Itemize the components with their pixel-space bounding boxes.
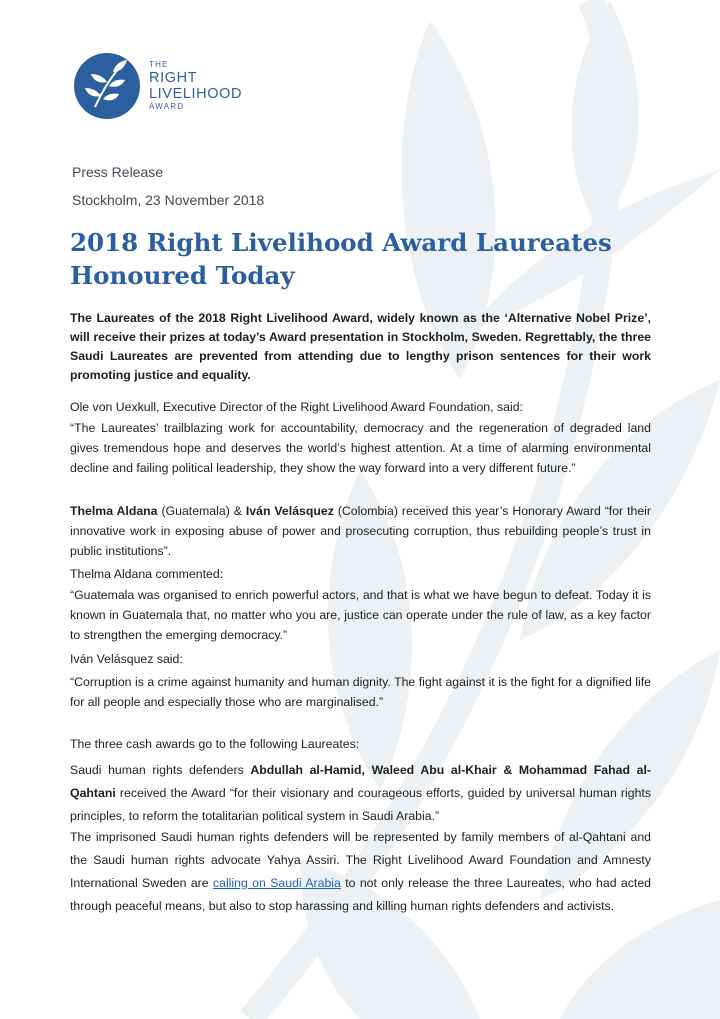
calling-on-saudi-arabia-link[interactable]: calling on Saudi Arabia bbox=[212, 876, 341, 890]
logo-line-award: AWARD bbox=[149, 102, 185, 111]
logo-wordmark bbox=[149, 60, 242, 112]
imprisoned-text-before: The imprisoned Saudi human rights defenders will be represented by family members of al-Qahtani and the Saudi human rights advocate Yahya Assiri. The Right Livelihood Award Foundation and Amnesty International Sweden are bbox=[70, 830, 651, 890]
paragraph-intro-quote-attribution: Ole von Uexkull, Executive Director of the Right Livelihood Award Foundation, said: bbox=[70, 400, 523, 414]
paragraph-quote-aldana: “Guatemala was organised to enrich powerful actors, and that is what we have begun to defeat. Today it is known in Guatemala that, no matter who you are, justice can operate under the rule of law, as a key factor to strengthen the emerging democracy.” bbox=[70, 588, 651, 642]
press-release-label: Press Release bbox=[72, 164, 164, 180]
laureate-names-saudi: Abdullah al-Hamid, Waleed Abu al-Khair & Mohammad Fahad al-Qahtani bbox=[70, 763, 651, 800]
page-title: 2018 Right Livelihood Award Laureates Honoured Today bbox=[70, 228, 612, 290]
imprisoned-text-after: to not only release the three Laureates, who had acted through peaceful means, but also to stop harassing and killing human rights defenders and activists. bbox=[70, 876, 652, 913]
logo-line-right: RIGHT bbox=[149, 70, 198, 86]
paragraph-cash-awards: The three cash awards go to the following Laureates: bbox=[70, 737, 360, 751]
logo-line-livelihood: LIVELIHOOD bbox=[149, 86, 243, 102]
paragraph-imprisoned-defenders bbox=[70, 826, 651, 918]
saudi-intro-text: Saudi human rights defenders bbox=[70, 763, 251, 777]
paragraph-quote-uexkull: “The Laureates’ trailblazing work for accountability, democracy and the regeneration of degraded land gives tremendous hope and deserves the world’s highest attention. At a time of alarming environmental decline and failing political leadership, they show the way forward into a very different future.” bbox=[70, 421, 651, 475]
laureate-country-guatemala: (Guatemala) & bbox=[157, 504, 246, 518]
organization-logo bbox=[73, 52, 242, 120]
paragraph-aldana-commented: Thelma Aldana commented: bbox=[70, 567, 224, 581]
honorary-award-text: (Colombia) received this year’s Honorary Award “for their innovative work in exposing abuse of power and prosecuting corruption, thus rebuilding people’s trust in public institutions”. bbox=[70, 504, 652, 558]
lead-paragraph: The Laureates of the 2018 Right Livelihood Award, widely known as the ‘Alternative Nobel Prize’, will receive their prizes at today’s Award presentation in Stockholm, Sweden. Regrettably, the three Saudi Laureates are prevented from attending due to lengthy prison sentences for their work promoting justice and equality. bbox=[70, 311, 651, 382]
leaf-emblem-icon bbox=[73, 52, 141, 120]
paragraph-saudi-laureates bbox=[70, 759, 651, 828]
dateline: Stockholm, 23 November 2018 bbox=[72, 192, 265, 208]
logo-line-the: THE bbox=[149, 60, 169, 69]
laureate-name-velasquez: Iván Velásquez bbox=[245, 504, 334, 518]
saudi-award-text: received the Award “for their visionary and courageous efforts, guided by universal human rights principles, to reform the totalitarian political system in Saudi Arabia.” bbox=[70, 786, 651, 823]
paragraph-honorary-award bbox=[70, 501, 651, 561]
paragraph-quote-velasquez: “Corruption is a crime against humanity and human dignity. The fight against it is the fight for a dignified life for all people and especially those who are marginalised.” bbox=[70, 675, 651, 709]
paragraph-velasquez-said: Iván Velásquez said: bbox=[70, 652, 183, 666]
laureate-name-aldana: Thelma Aldana bbox=[70, 504, 158, 518]
